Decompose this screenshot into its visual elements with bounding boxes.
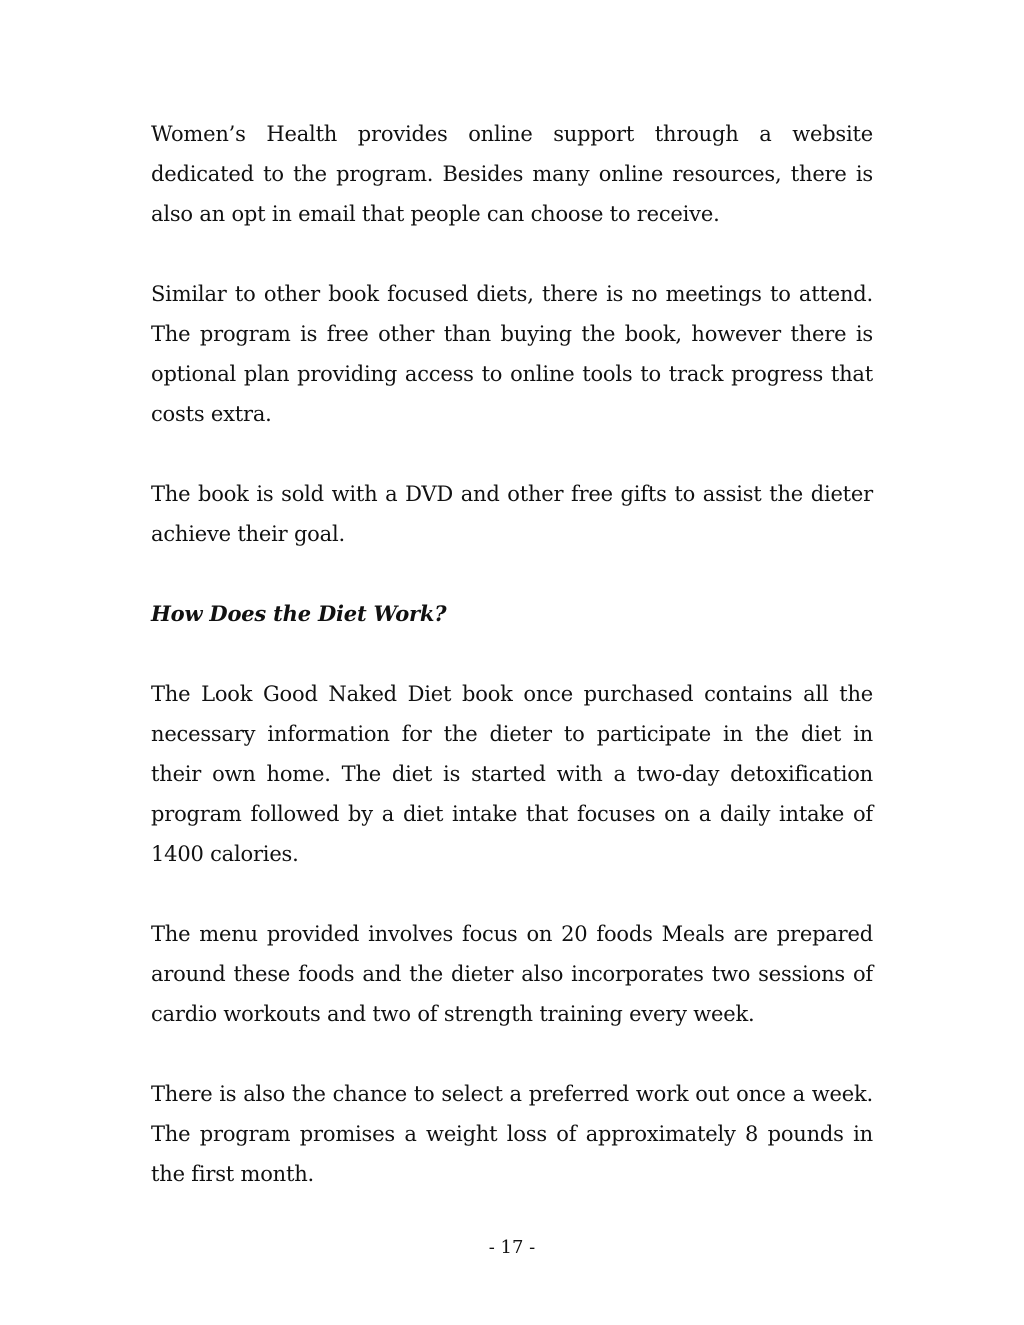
paragraph-online-support: Women’s Health provides online support through a website dedicated to the program. Besides many online resources, there is also an opt in email that people can choose to receive. [151,122,873,226]
paragraph-menu-foods: The menu provided involves focus on 20 foods Meals are prepared around these foods and the dieter also incorporates two sessions of cardio workouts and two of strength training every week. [151,922,873,1026]
paragraph-no-meetings: Similar to other book focused diets, there is no meetings to attend. The program is free other than buying the book, however there is optional plan providing access to online tools to track progress that costs extra. [151,282,873,426]
section-heading: How Does the Diet Work? [151,601,447,626]
paragraph-dvd-gifts: The book is sold with a DVD and other free gifts to assist the dieter achieve their goal. [151,482,873,546]
page-body [151,114,873,1234]
paragraph-weight-loss: There is also the chance to select a preferred work out once a week. The program promises a weight loss of approximately 8 pounds in the first month. [151,1082,873,1186]
page-number: - 17 - [488,1237,536,1258]
paragraph-book-contents: The Look Good Naked Diet book once purchased contains all the necessary information for the dieter to participate in the diet in their own home. The diet is started with a two-day detoxification program followed by a diet intake that focuses on a daily intake of 1400 calories. [151,682,873,866]
